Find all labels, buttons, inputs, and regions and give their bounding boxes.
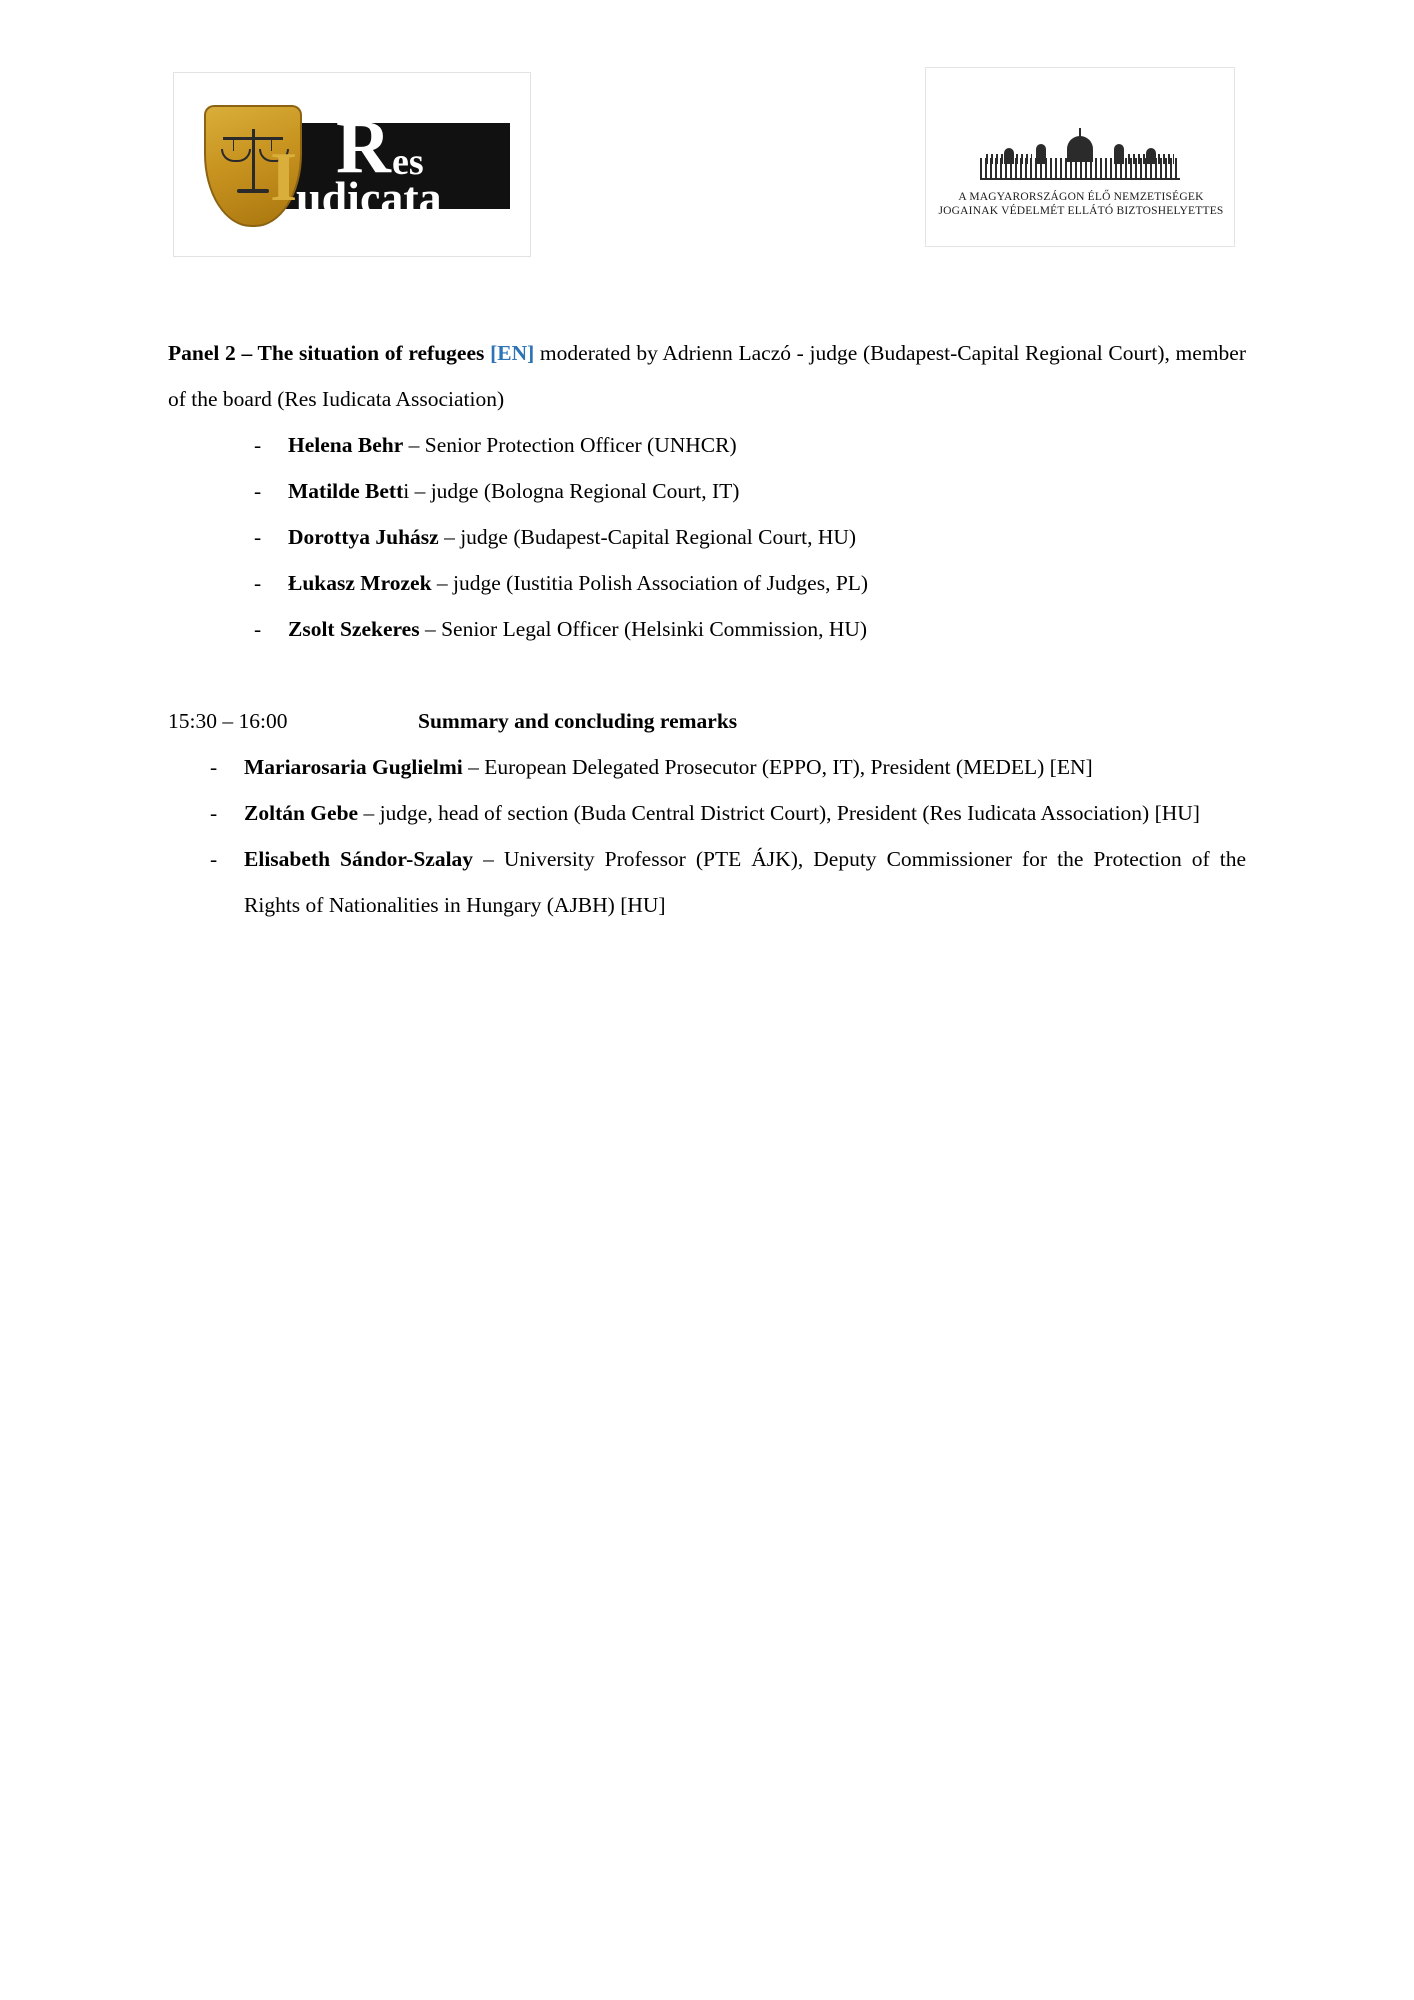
speaker-name: Zoltán Gebe: [244, 801, 359, 825]
summary-time: 15:30 – 16:00: [168, 709, 288, 733]
panel2-heading: [168, 330, 1246, 422]
list-item: [240, 514, 1246, 560]
logo-letter-r: R: [336, 105, 391, 189]
res-iudicata-logo: [173, 72, 531, 257]
speaker-role: – European Delegated Prosecutor (EPPO, IT), President (MEDEL) [EN]: [462, 755, 1093, 779]
ombudsman-caption-line-2: JOGAINAK VÉDELMÉT ELLÁTÓ BIZTOSHELYETTES: [938, 205, 1224, 217]
speaker-role: – judge (Iustitia Polish Association of Judges, PL): [431, 571, 869, 595]
speaker-name: Elisabeth Sándor-Szalay: [244, 847, 474, 871]
speaker-name: Łukasz Mrozek: [288, 571, 432, 595]
speaker-name: Dorottya Juhász: [288, 525, 439, 549]
header-logo-band: [0, 72, 1414, 262]
speaker-name: Matilde Bett: [288, 479, 404, 503]
list-item: [240, 468, 1246, 514]
logo-word-udicata: udicata: [296, 172, 442, 223]
document-content: [168, 330, 1246, 928]
panel2-speaker-list: [240, 422, 1246, 652]
speaker-name: Mariarosaria Guglielmi: [244, 755, 463, 779]
speaker-name: Zsolt Szekeres: [288, 617, 420, 641]
speaker-role: – Senior Protection Officer (UNHCR): [403, 433, 737, 457]
ombudsman-logo: [925, 67, 1235, 247]
list-item: [240, 422, 1246, 468]
ombudsman-caption-line-1: A MAGYARORSZÁGON ÉLŐ NEMZETISÉGEK: [958, 191, 1204, 203]
speaker-role: – judge (Budapest-Capital Regional Court, HU): [438, 525, 857, 549]
list-item: [196, 744, 1246, 790]
list-item: [240, 560, 1246, 606]
speaker-role: – judge, head of section (Buda Central District Court), President (Res Iudicata Association) [HU]: [358, 801, 1200, 825]
panel2-title: Panel 2 – The situation of refugees: [168, 341, 485, 365]
panel2-language-tag: [EN]: [490, 341, 535, 365]
summary-speaker-list: [196, 744, 1246, 928]
speaker-role: – University Professor (PTE ÁJK), Deputy Commissioner for the Protection of the Rights of Nationalities in Hungary (AJBH) [HU]: [244, 847, 1246, 917]
list-item: [196, 836, 1246, 928]
list-item: [240, 606, 1246, 652]
speaker-name: Helena Behr: [288, 433, 404, 457]
ombudsman-caption: [926, 190, 1235, 218]
res-iudicata-wordmark: [196, 95, 514, 235]
panel2-moderator: moderated by Adrienn Laczó - judge (Budapest-Capital Regional Court), member of the board (Res Iudicata Association): [168, 341, 1246, 411]
logo-letter-i: I: [270, 139, 298, 216]
section-spacer: [168, 652, 1246, 698]
speaker-role: – Senior Legal Officer (Helsinki Commission, HU): [419, 617, 868, 641]
parliament-building-icon: [980, 138, 1180, 180]
logo-letters-es: es: [392, 141, 424, 183]
speaker-role: i – judge (Bologna Regional Court, IT): [403, 479, 740, 503]
res-iudicata-logo-art: [196, 95, 514, 235]
summary-title: Summary and concluding remarks: [418, 709, 738, 733]
list-item: [196, 790, 1246, 836]
summary-heading: [168, 698, 1246, 744]
